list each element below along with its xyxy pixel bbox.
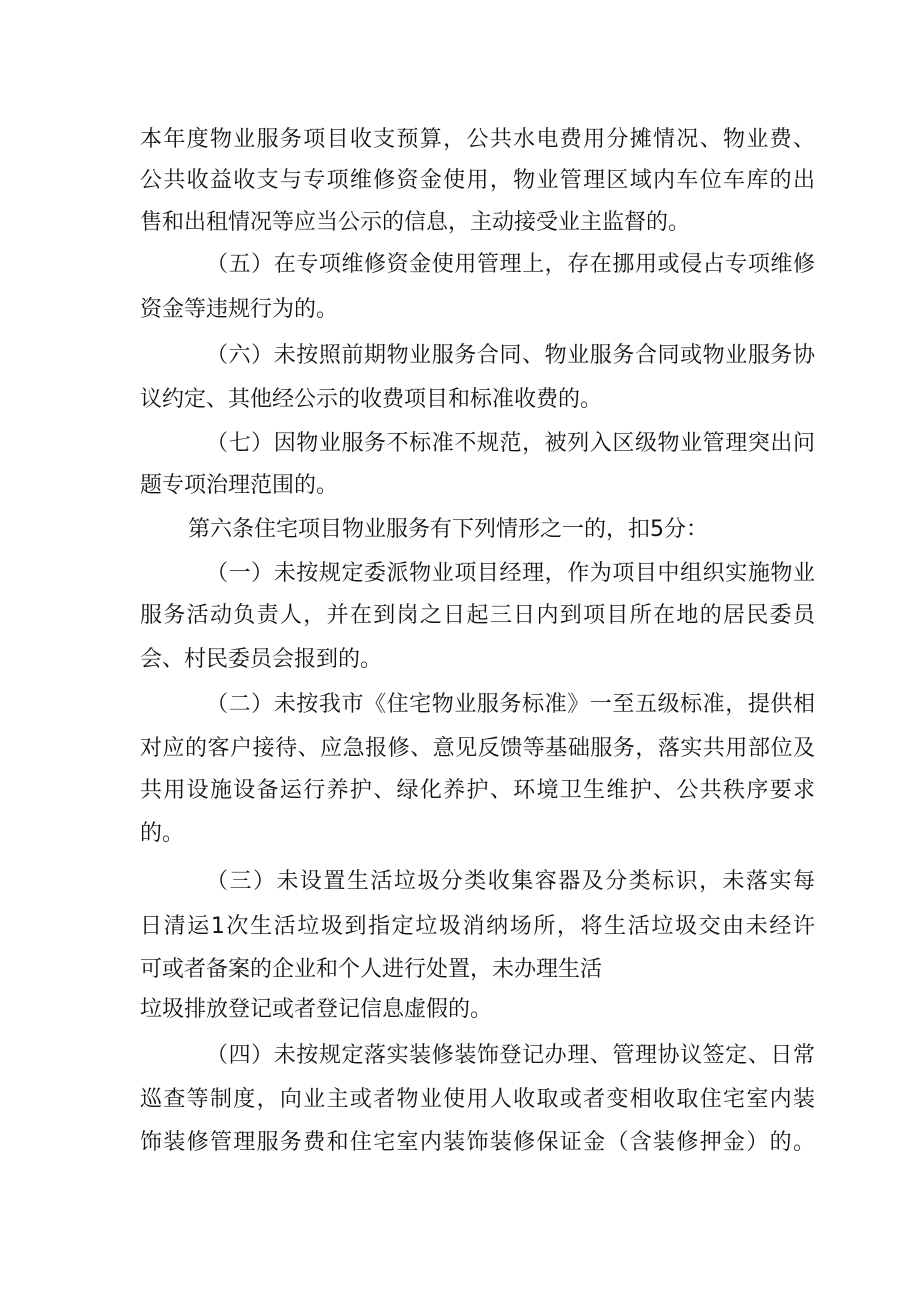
- text-line: 售和出租情况等应当公示的信息，主动接受业主监督的。: [140, 210, 691, 235]
- article-heading: 第六条住宅项目物业服务有下列情形之一的，扣5分：: [188, 517, 708, 542]
- text-line: 资金等违规行为的。: [140, 297, 339, 322]
- text-line: 饰装修管理服务费和住宅室内装饰装修保证金（含装修押金）的。: [140, 1130, 815, 1155]
- text-line: 议约定、其他经公示的收费项目和标准收费的。: [140, 387, 603, 412]
- text-line: 垃圾排放登记或者登记信息虚假的。: [140, 997, 493, 1022]
- text-line: 的。: [140, 821, 185, 846]
- text-line: 公共收益收支与专项维修资金使用，物业管理区域内车位车库的出: [140, 168, 815, 193]
- paragraph-first-line: （六）未按照前期物业服务合同、物业服务合同或物业服务协: [206, 343, 815, 368]
- paragraph-first-line: （三）未设置生活垃圾分类收集容器及分类标识，未落实每: [206, 869, 815, 894]
- paragraph-first-line: （七）因物业服务不标准不规范，被列入区级物业管理突出问: [206, 431, 815, 456]
- text-line: 服务活动负责人，并在到岗之日起三日内到项目所在地的居民委员: [140, 603, 815, 628]
- text-line: 共用设施设备运行养护、绿化养护、环境卫生维护、公共秩序要求: [140, 778, 815, 803]
- paragraph-first-line: （二）未按我市《住宅物业服务标准》一至五级标准，提供相: [206, 692, 815, 717]
- text-line: 巡查等制度，向业主或者物业使用人收取或者变相收取住宅室内装: [140, 1087, 815, 1112]
- text-line: 可或者备案的企业和个人进行处置，未办理生活: [140, 957, 603, 982]
- text-line: 本年度物业服务项目收支预算，公共水电费用分摊情况、物业费、: [140, 127, 815, 152]
- text-line: 日清运1次生活垃圾到指定垃圾消纳场所，将生活垃圾交由未经许: [140, 914, 815, 939]
- paragraph-first-line: （一）未按规定委派物业项目经理，作为项目中组织实施物业: [206, 561, 815, 586]
- paragraph-first-line: （五）在专项维修资金使用管理上，存在挪用或侵占专项维修: [206, 252, 815, 277]
- text-line: 会、村民委员会报到的。: [140, 647, 383, 672]
- text-line: 题专项治理范围的。: [140, 473, 339, 498]
- text-line: 对应的客户接待、应急报修、意见反馈等基础服务，落实共用部位及: [140, 736, 815, 761]
- paragraph-first-line: （四）未按规定落实装修装饰登记办理、管理协议签定、日常: [206, 1043, 815, 1068]
